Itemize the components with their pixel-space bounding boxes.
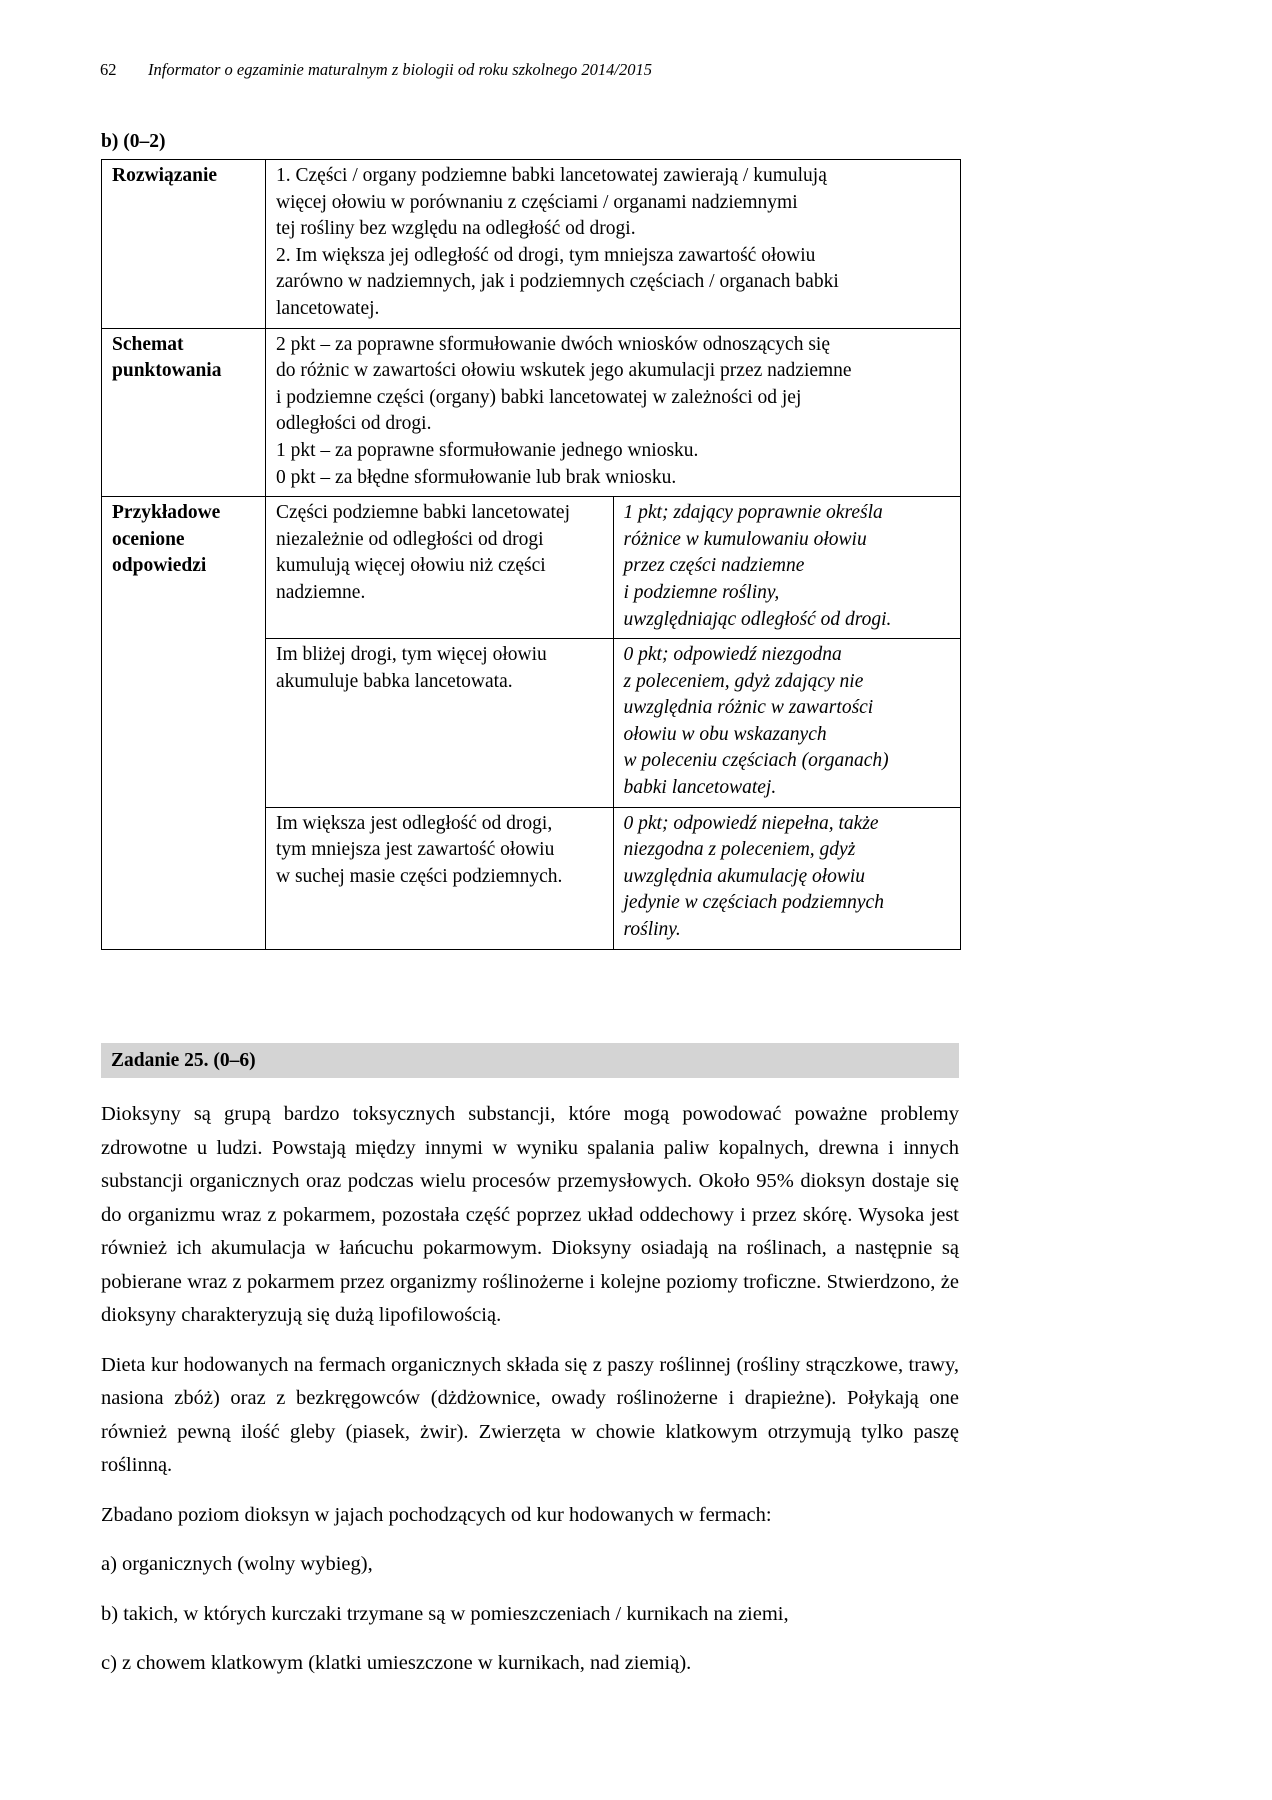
text-line: 0 pkt; odpowiedź niepełna, także (623, 812, 879, 834)
text-line: lancetowatej. (276, 297, 380, 319)
list-item-a: a) organicznych (wolny wybieg), (101, 1553, 373, 1575)
list-item-b: b) takich, w których kurczaki trzymane są w pomieszczeniach / kurnikach na ziemi, (101, 1602, 789, 1625)
table-row-schemat-punktowania (102, 328, 961, 497)
table-row-example-1 (102, 497, 961, 639)
text-line: tej rośliny bez względu na odległość od drogi. (276, 218, 636, 240)
label-line: ocenione (112, 528, 185, 550)
example-answer-2 (266, 639, 614, 808)
running-head (100, 60, 980, 80)
example-answer-3 (266, 807, 614, 949)
text-line: 0 pkt – za błędne sformułowanie lub brak wniosku. (276, 466, 677, 488)
row-label-rozwiazanie: Rozwiązanie (102, 160, 266, 329)
text-line: tym mniejsza jest zawartość ołowiu (276, 839, 555, 861)
table-row-rozwiazanie (102, 160, 961, 329)
text-line: i podziemne rośliny, (623, 581, 780, 603)
text-line: Im większa jest odległość od drogi, (276, 812, 553, 834)
text-line: 1 pkt – za poprawne sformułowanie jednego wniosku. (276, 439, 699, 461)
text-line: uwzględnia akumulację ołowiu (623, 865, 866, 887)
text-line: ołowiu w obu wskazanych (623, 723, 827, 745)
text-line: do różnic w zawartości ołowiu wskutek jego akumulacji przez nadziemne (276, 360, 852, 382)
answer-key-table (101, 159, 961, 950)
text-line: rośliny. (623, 919, 681, 941)
page-number: 62 (100, 60, 117, 79)
text-line: i podziemne części (organy) babki lancetowatej w zależności od jej (276, 386, 802, 408)
row-content-schemat-punktowania (266, 328, 961, 497)
text-line: z poleceniem, gdyż zdający nie (623, 670, 864, 692)
text-line: przez części nadziemne (623, 555, 805, 577)
text-line: różnice w kumulowaniu ołowiu (623, 528, 867, 550)
text-line: 0 pkt; odpowiedź niezgodna (623, 644, 842, 666)
text-line: jedynie w częściach podziemnych (623, 892, 884, 914)
task-body (101, 1098, 959, 1697)
paragraph-study-lead: Zbadano poziom dioksyn w jajach pochodzących od kur hodowanych w fermach: (101, 1503, 772, 1526)
label-line: odpowiedzi (112, 555, 207, 577)
text-line: uwzględniając odległość od drogi. (623, 608, 892, 630)
label-line: Przykładowe (112, 502, 221, 524)
text-line: 2 pkt – za poprawne sformułowanie dwóch wniosków odnoszących się (276, 333, 830, 355)
paragraph-diet: Dieta kur hodowanych na fermach organicznych składa się z paszy roślinnej (rośliny strączkowe, trawy, nasiona zbóż) oraz z bezkręgowców (dżdżownice, owady roślinożerne i drapieżne). Połykają one również pewną ilość gleby (piasek, żwir). Zwierzęta w chowie klatkowym otrzymują tylko paszę roślinną. (101, 1353, 959, 1476)
text-line: Im bliżej drogi, tym więcej ołowiu (276, 644, 547, 666)
task-title: Zadanie 25. (0–6) (111, 1050, 256, 1071)
text-line: babki lancetowatej. (623, 777, 777, 799)
example-verdict-3 (613, 807, 961, 949)
task-heading-band (101, 1043, 959, 1078)
text-line: więcej ołowiu w porównaniu z częściami / organami nadziemnymi (276, 191, 798, 213)
text-line: Części podziemne babki lancetowatej (276, 502, 571, 524)
text-line: uwzględnia różnic w zawartości (623, 697, 874, 719)
text-line: nadziemne. (276, 581, 366, 603)
row-content-rozwiazanie (266, 160, 961, 329)
list-item-c: c) z chowem klatkowym (klatki umieszczone w kurnikach, nad ziemią). (101, 1652, 692, 1674)
text-line: w poleceniu częściach (organach) (623, 750, 889, 772)
text-line: akumuluje babka lancetowata. (276, 670, 513, 692)
paragraph-intro: Dioksyny są grupą bardzo toksycznych substancji, które mogą powodować poważne problemy zdrowotne u ludzi. Powstają między innymi w wyniku spalania paliw kopalnych, drewna i innych substancji organicznych oraz podczas wielu procesów przemysłowych. Około 95% dioksyn dostaje się do organizmu wraz z pokarmem, pozostała część poprzez układ oddechowy i przez skórę. Wysoka jest również ich akumulacja w łańcuchu pokarmowym. Dioksyny osiadają na roślinach, a następnie są pobierane wraz z pokarmem przez organizmy roślinożerne i kolejne poziomy troficzne. Stwierdzono, że dioksyny charakteryzują się dużą lipofilowością. (101, 1103, 959, 1326)
text-line: niezgodna z poleceniem, gdyż (623, 839, 856, 861)
example-verdict-2 (613, 639, 961, 808)
text-line: kumulują więcej ołowiu niż części (276, 555, 546, 577)
text-line: niezależnie od odległości od drogi (276, 528, 544, 550)
text-line: 2. Im większa jej odległość od drogi, tym mniejsza zawartość ołowiu (276, 244, 816, 266)
row-label-przykladowe-odpowiedzi (102, 497, 266, 950)
text-line: 1 pkt; zdający poprawnie określa (623, 502, 883, 524)
text-line: odległości od drogi. (276, 413, 432, 435)
text-line: w suchej masie części podziemnych. (276, 865, 563, 887)
row-label-schemat-punktowania (102, 328, 266, 497)
example-answer-1 (266, 497, 614, 639)
part-label-b: b) (0–2) (101, 131, 166, 152)
running-head-title: Informator o egzaminie maturalnym z biologii od roku szkolnego 2014/2015 (148, 60, 652, 79)
text-line: 1. Części / organy podziemne babki lancetowatej zawierają / kumulują (276, 165, 827, 186)
example-verdict-1 (613, 497, 961, 639)
label-line: Schemat (112, 333, 184, 355)
text-line: zarówno w nadziemnych, jak i podziemnych częściach / organach babki (276, 271, 839, 293)
label-line: punktowania (112, 360, 222, 382)
